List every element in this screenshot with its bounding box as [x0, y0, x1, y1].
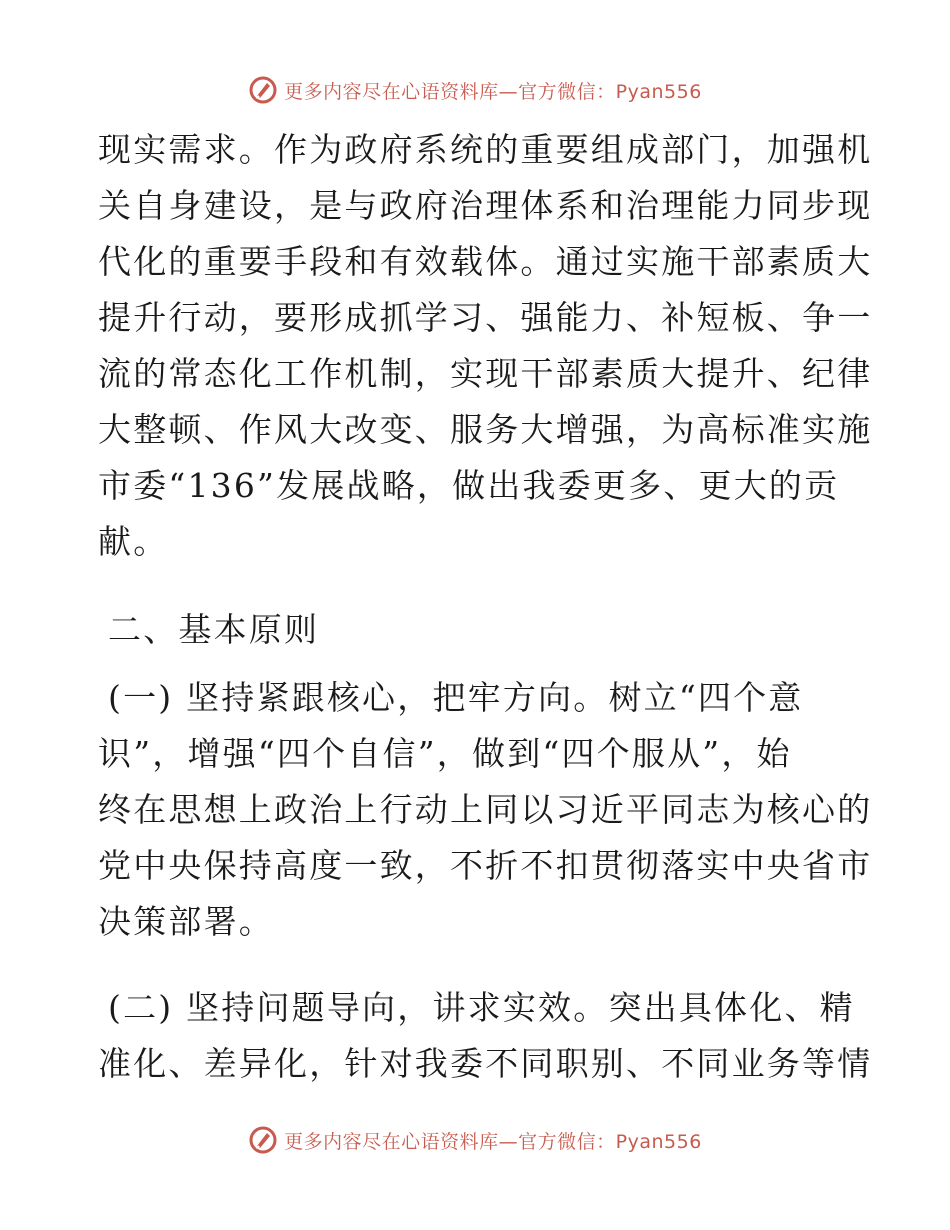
watermark-text: 更多内容尽在心语资料库—官方微信：Pyan556: [284, 1130, 702, 1153]
pen-nib-logo-icon: [248, 1125, 278, 1155]
section-heading: 二、基本原则: [108, 610, 320, 649]
body-text-line: (一) 坚持紧跟核心，把牢方向。树立“四个意: [108, 678, 804, 717]
body-text-line: 市委“136”发展战略，做出我委更多、更大的贡: [98, 466, 840, 505]
body-text-line: 现实需求。作为政府系统的重要组成部门，加强机: [98, 130, 873, 169]
body-text-line: 提升行动，要形成抓学习、强能力、补短板、争一: [98, 298, 873, 337]
watermark-text: 更多内容尽在心语资料库—官方微信：Pyan556: [284, 80, 702, 103]
body-text-line: 代化的重要手段和有效载体。通过实施干部素质大: [98, 242, 873, 281]
watermark-banner-top: [0, 72, 950, 108]
body-text-line: 大整顿、作风大改变、服务大增强，为高标准实施: [98, 410, 873, 449]
body-text-line: 终在思想上政治上行动上同以习近平同志为核心的: [98, 790, 873, 829]
body-text-line: 关自身建设，是与政府治理体系和治理能力同步现: [98, 186, 873, 225]
body-text-line: 流的常态化工作机制，实现干部素质大提升、纪律: [98, 354, 873, 393]
body-text-line: 献。: [98, 522, 169, 561]
body-text-line: 准化、差异化，针对我委不同职别、不同业务等情: [98, 1044, 873, 1083]
pen-nib-logo-icon: [248, 75, 278, 105]
body-text-line: 决策部署。: [98, 902, 274, 941]
watermark-banner-bottom: [0, 1122, 950, 1158]
body-text-line: 党中央保持高度一致，不折不扣贯彻落实中央省市: [98, 846, 873, 885]
body-text-line: (二) 坚持问题导向，讲求实效。突出具体化、精: [108, 988, 855, 1027]
body-text-line: 识”，增强“四个自信”，做到“四个服从”，始: [98, 734, 792, 773]
